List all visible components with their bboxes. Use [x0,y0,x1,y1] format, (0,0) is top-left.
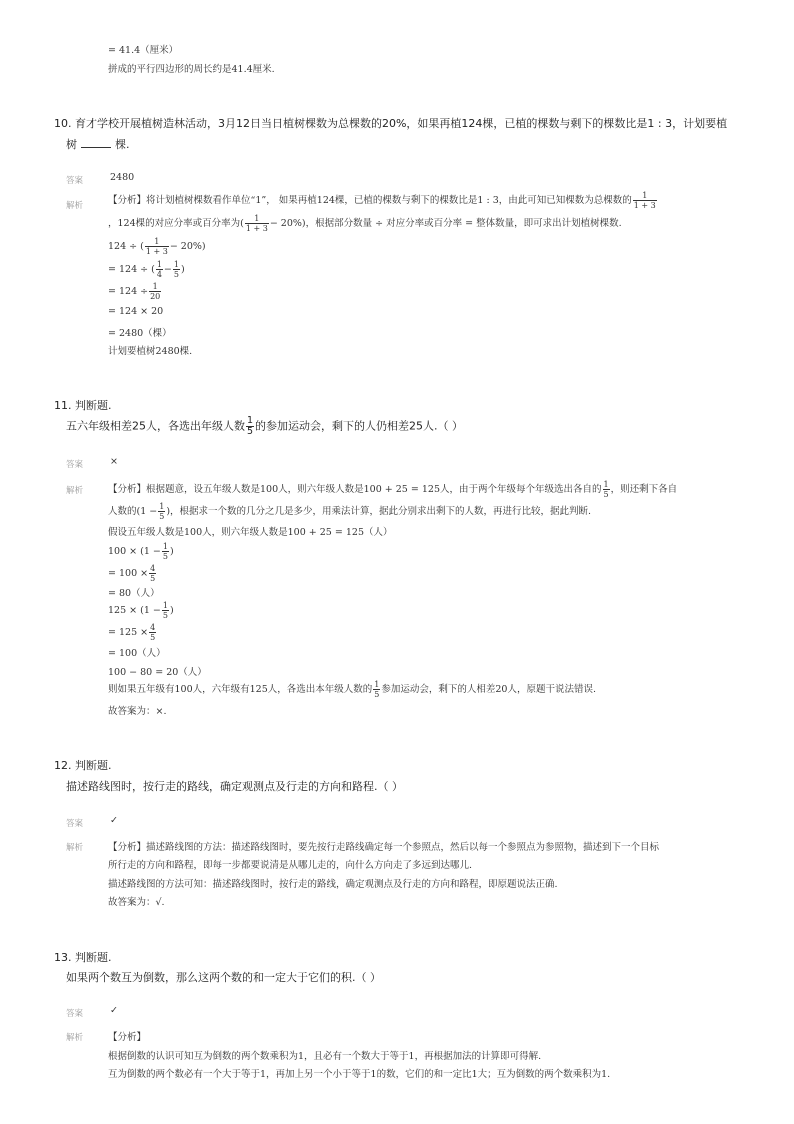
q11-answer: × [110,456,118,467]
calc-text: 125 × (1 − [108,605,161,616]
q12-analysis-line2: 所行走的方向和路程，即每一步都要说清是从哪儿走的，向什么方向走了多远到达哪儿. [108,860,473,871]
numerator: 1 [156,260,162,269]
q10-analysis-text3: − 20%)，根据部分数量 ÷ 对应分率或百分率 = 整体数量，即可求出计划植树棵数. [269,218,622,229]
q12-final-answer: 故答案为：√. [108,897,165,908]
q12-analysis-label: 解析 [66,843,84,853]
calc-text: = 100 × [108,568,149,579]
q13-analysis-label: 解析 [66,1033,84,1043]
q10-calc-line2 [108,260,185,279]
q10-stem-line1: 10. 育才学校开展植树造林活动，3月12日当日植树棵数为总棵数的20%，如果再植124棵，已植的棵数与剩下的棵数比是1 : 3，计划要植 [54,117,728,130]
q13-stem: 如果两个数互为倒数，那么这两个数的和一定大于它们的积.（ ） [66,971,381,984]
q11-final-answer: 故答案为：×. [108,706,167,717]
q11-fraction [162,542,169,561]
calc-text: ) [169,605,174,616]
numerator: 1 [173,260,179,269]
numerator: 1 [162,542,168,551]
q11-calc-line5 [108,623,157,642]
numerator: 1 [145,237,169,247]
q11-calc-line1 [108,542,174,561]
q10-answer-label: 答案 [66,176,84,186]
q10-stem-prefix: 树 [66,138,77,151]
calc-text: 100 × (1 − [108,546,161,557]
calc-text: − [163,264,172,275]
numerator: 1 [149,282,161,292]
denominator: 1 + 3 [245,224,268,233]
q10-calc-line3 [108,282,162,301]
numerator: 1 [603,480,609,489]
denominator: 5 [159,512,165,521]
q11-fraction [149,564,156,583]
q10-analysis-line1 [108,191,658,210]
stem-text: 五六年级相差25人，各选出年级人数 [66,419,245,433]
q10-stem-suffix: 棵. [115,138,130,151]
denominator: 20 [150,292,161,301]
analysis-text: 人数的(1 − [108,506,158,517]
calc-text: 则如果五年级有100人，六年级有125人，各选出本年级人数的 [108,684,373,695]
q12-title: 12. 判断题. [54,759,112,772]
q11-calc-line2 [108,564,157,583]
stem-text: 的参加运动会，剩下的人仍相差25人.（ ） [255,419,464,433]
denominator: 5 [374,690,380,699]
q11-fraction [162,601,169,620]
q11-calc-line3: = 80（人） [108,588,160,599]
q10-answer: 2480 [110,172,135,183]
q13-analysis-heading: 【分析】 [108,1032,147,1043]
denominator: 5 [173,270,179,279]
calc-text: ) [169,546,174,557]
denominator: 1 + 3 [145,247,168,256]
q11-fraction [158,502,165,521]
calc-text: 124 ÷ ( [108,241,144,252]
q12-stem: 描述路线图时，按行走的路线，确定观测点及行走的方向和路程.（ ） [66,780,403,793]
q11-analysis-line3: 假设五年级人数是100人，则六年级人数是100 + 25 = 125（人） [108,527,393,538]
q11-calc-line4 [108,601,174,620]
q11-calc-line7: 100 − 80 = 20（人） [108,667,207,678]
q10-stem-line2 [66,136,130,152]
q10-answer-blank [81,137,111,148]
q12-analysis-line3: 描述路线图的方法可知：描述路线图时，按行走的路线，确定观测点及行走的方向和路程，即原题说法正确. [108,879,558,890]
numerator: 4 [150,623,156,632]
q11-answer-label: 答案 [66,460,84,470]
numerator: 1 [159,502,165,511]
q10-fraction [173,260,180,279]
q10-fraction [156,260,163,279]
q11-analysis-line1 [108,480,677,499]
denominator: 4 [156,270,162,279]
q13-title: 13. 判断题. [54,951,112,964]
q12-analysis-line1: 【分析】描述路线图的方法：描述路线图时，要先按行走路线确定每一个参照点，然后以每一个参照点为参照物，描述到下一个目标 [108,842,660,853]
q13-answer-label: 答案 [66,1009,84,1019]
analysis-text: ，则还剩下各自 [610,484,678,495]
q10-calc-line5: = 2480（棵） [108,328,172,339]
denominator: 5 [603,490,609,499]
q11-analysis-label: 解析 [66,486,84,496]
q11-fraction [149,623,156,642]
calc-text: − 20%) [169,241,206,252]
numerator: 1 [374,680,380,689]
denominator: 5 [150,633,156,642]
denominator: 1 + 3 [633,201,656,210]
denominator: 5 [162,552,168,561]
analysis-text: 【分析】根据题意，设五年级人数是100人，则六年级人数是100 + 25 = 125人，由于两个年级每个年级选出各自的 [108,484,602,495]
denominator: 5 [150,574,156,583]
q12-answer-label: 答案 [66,819,84,829]
q11-conclusion [108,680,596,699]
q10-fraction [245,214,269,233]
q10-fraction [145,237,169,256]
numerator: 1 [247,415,254,426]
q13-analysis-line1: 根据倒数的认识可知互为倒数的两个数乘积为1，且必有一个数大于等于1，再根据加法的计算即可得解. [108,1051,542,1062]
q10-calc-line1 [108,237,206,256]
calc-text: 参加运动会，剩下的人相差20人，原题干说法错误. [381,684,596,695]
calc-text: = 124 ÷ ( [108,264,155,275]
q11-fraction [246,416,254,437]
prev-conclusion-line: 拼成的平行四边形的周长约是41.4厘米. [108,64,275,75]
numerator: 1 [245,214,269,224]
numerator: 4 [150,564,156,573]
q10-analysis-text2: ，124棵的对应分率或百分率为( [108,218,244,229]
q11-fraction [603,480,610,499]
q10-fraction [633,191,657,210]
numerator: 1 [162,601,168,610]
denominator: 5 [247,426,254,437]
q10-fraction [149,282,161,301]
calc-text: = 124 ÷ [108,286,149,297]
q10-conclusion: 计划要植树2480棵. [108,346,193,357]
q13-answer: ✓ [110,1005,118,1016]
q11-fraction [373,680,380,699]
q10-analysis-label: 解析 [66,201,84,211]
q11-stem [66,416,463,437]
analysis-text: )，根据求一个数的几分之几是多少，用乘法计算，据此分别求出剩下的人数，再进行比较，据此判断. [166,506,592,517]
numerator: 1 [633,191,657,201]
q10-calc-line4: = 124 × 20 [108,306,164,317]
denominator: 5 [162,611,168,620]
calc-text: = 125 × [108,627,149,638]
prev-calc-line: = 41.4（厘米） [108,45,179,56]
q13-analysis-line2: 互为倒数的两个数必有一个大于等于1，再加上另一个小于等于1的数，它们的和一定比1大；互为倒数的两个数乘积为1. [108,1069,611,1080]
q10-analysis-text1: 【分析】将计划植树棵数看作单位“1”， 如果再植124棵，已植的棵数与剩下的棵数比是1 : 3，由此可知已知棵数为总棵数的 [108,195,632,206]
q11-calc-line6: = 100（人） [108,648,166,659]
q11-title: 11. 判断题. [54,399,112,412]
calc-text: ) [180,264,185,275]
q11-analysis-line2 [108,502,591,521]
q12-answer: ✓ [110,815,118,826]
q10-analysis-line2 [108,214,622,233]
